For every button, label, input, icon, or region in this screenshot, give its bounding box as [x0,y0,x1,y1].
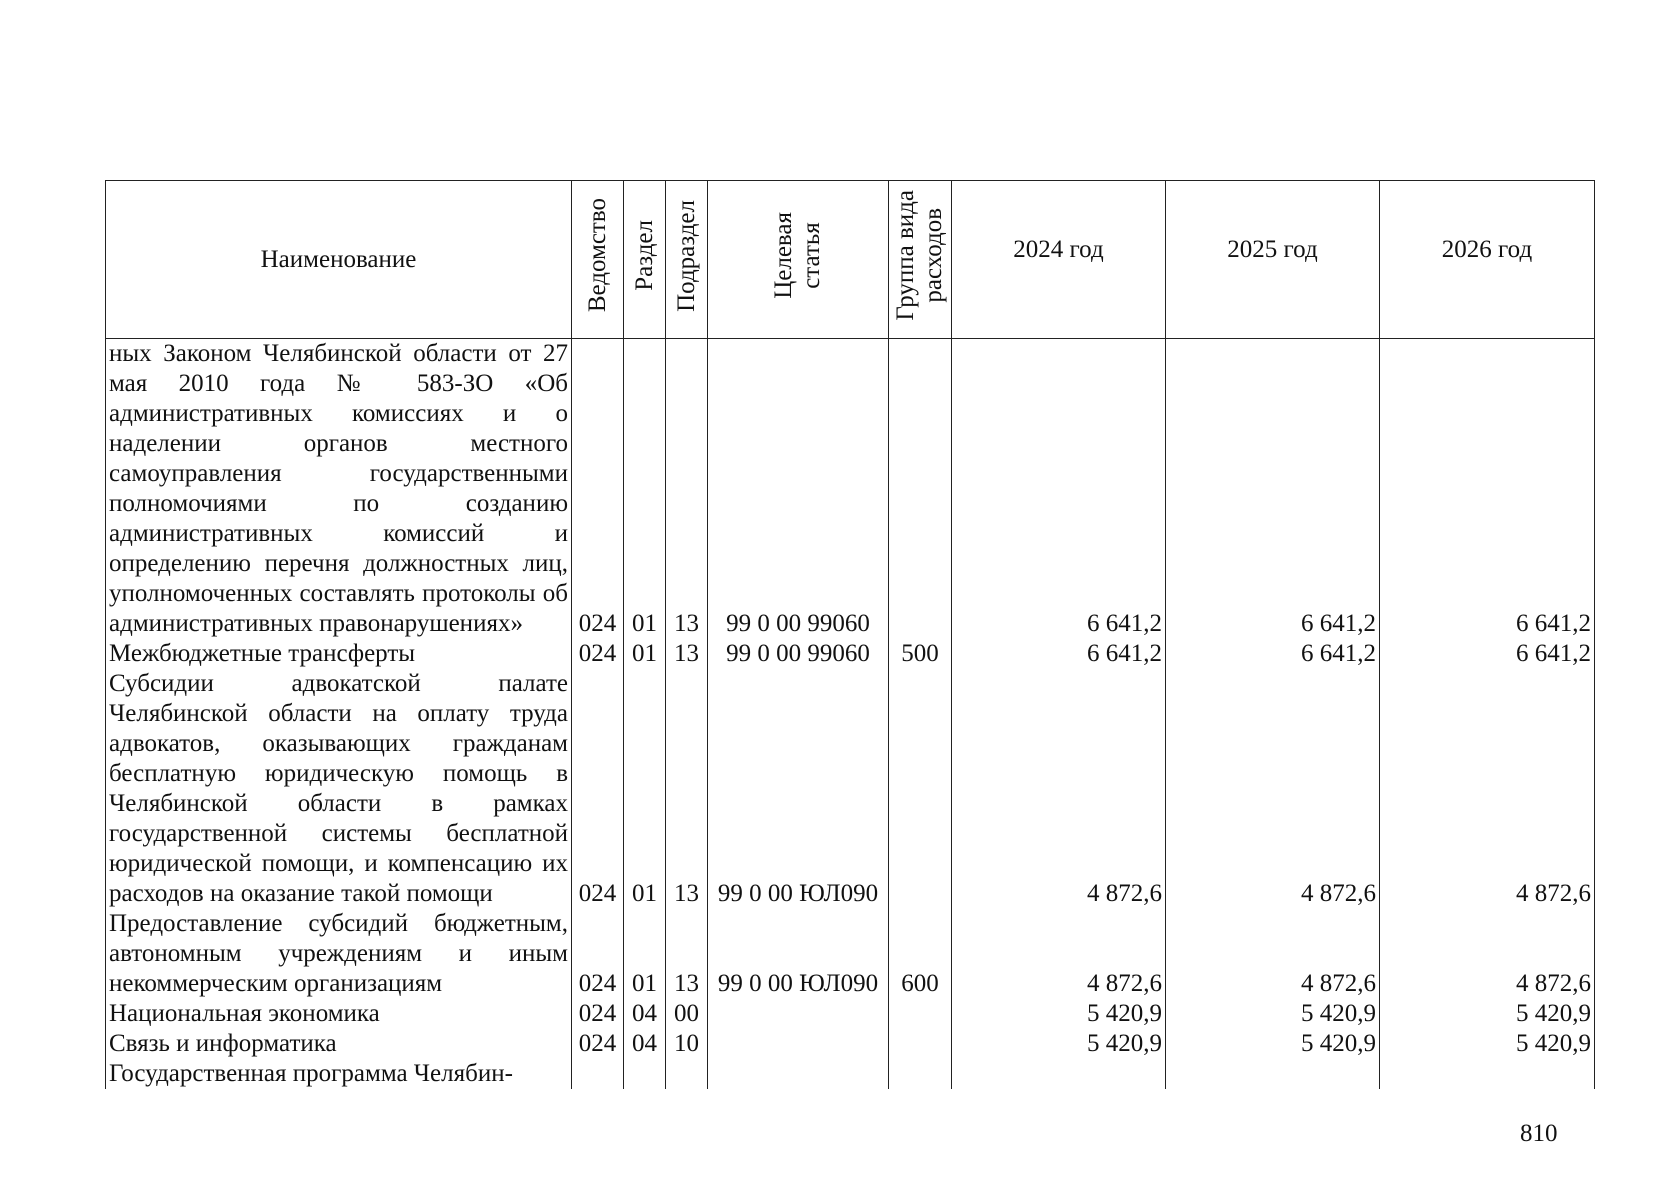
row-amount-2025: 6 641,2 [1166,639,1380,669]
row-amount-2025: 5 420,9 [1166,999,1380,1029]
row-razdel: 01 [624,909,666,999]
table-row [106,999,1595,1029]
row-amount-2025: 4 872,6 [1166,669,1380,909]
row-razdel: 01 [624,339,666,640]
row-podrazdel [666,1059,708,1089]
row-vedomstvo: 024 [572,1029,624,1059]
row-amount-2024 [952,1059,1166,1089]
row-target-article: 99 0 00 ЮЛ090 [708,669,889,909]
row-name: Связь и информатика [106,1029,572,1059]
row-amount-2026: 5 420,9 [1380,999,1595,1029]
row-vedomstvo: 024 [572,999,624,1029]
row-expense-group [889,339,952,640]
table-row [106,669,1595,909]
row-amount-2026 [1380,1059,1595,1089]
row-razdel: 01 [624,639,666,669]
row-amount-2025: 4 872,6 [1166,909,1380,999]
row-amount-2026: 4 872,6 [1380,669,1595,909]
row-name: Государственная программа Челябин- [106,1059,572,1089]
header-name: Наименование [106,181,572,339]
header-vedomstvo: Ведомство [572,181,624,339]
row-name: Предоставление субсидий бюджетным, автономным учреждениям и иным некоммерческим организациям [106,909,572,999]
budget-table [105,180,1595,1089]
row-podrazdel: 10 [666,1029,708,1059]
row-amount-2026: 6 641,2 [1380,339,1595,640]
row-amount-2024: 5 420,9 [952,999,1166,1029]
row-amount-2024: 6 641,2 [952,339,1166,640]
row-amount-2025: 5 420,9 [1166,1029,1380,1059]
row-target-article [708,999,889,1029]
row-target-article [708,1059,889,1089]
header-year-2026: 2026 год [1380,181,1595,339]
row-target-article: 99 0 00 99060 [708,339,889,640]
row-expense-group [889,1059,952,1089]
table-row [106,909,1595,999]
row-expense-group [889,999,952,1029]
row-expense-group [889,669,952,909]
table-header-row [106,181,1595,339]
row-expense-group: 500 [889,639,952,669]
row-amount-2025: 6 641,2 [1166,339,1380,640]
row-expense-group [889,1029,952,1059]
header-expense-group: Группа вида расходов [889,181,952,339]
row-amount-2024: 4 872,6 [952,909,1166,999]
row-expense-group: 600 [889,909,952,999]
row-vedomstvo: 024 [572,639,624,669]
row-vedomstvo: 024 [572,909,624,999]
header-year-2025: 2025 год [1166,181,1380,339]
row-amount-2025 [1166,1059,1380,1089]
row-podrazdel: 13 [666,339,708,640]
row-razdel: 01 [624,669,666,909]
row-amount-2024: 4 872,6 [952,669,1166,909]
row-razdel: 04 [624,1029,666,1059]
row-podrazdel: 13 [666,909,708,999]
row-target-article: 99 0 00 99060 [708,639,889,669]
row-name: Национальная экономика [106,999,572,1029]
row-name: Межбюджетные трансферты [106,639,572,669]
row-vedomstvo [572,1059,624,1089]
table-row [106,639,1595,669]
row-target-article: 99 0 00 ЮЛ090 [708,909,889,999]
row-amount-2024: 5 420,9 [952,1029,1166,1059]
row-amount-2026: 5 420,9 [1380,1029,1595,1059]
row-podrazdel: 00 [666,999,708,1029]
row-podrazdel: 13 [666,639,708,669]
row-vedomstvo: 024 [572,339,624,640]
row-amount-2026: 4 872,6 [1380,909,1595,999]
page-number: 810 [1520,1120,1558,1147]
row-name: Субсидии адвокатской палате Челябинской области на оплату труда адвокатов, оказывающих гражданам бесплатную юридическую помощь в Челябинской области в рамках государственной системы бесплатной юридической помощи, и компенсацию их расходов на оказание такой помощи [106,669,572,909]
header-razdel: Раздел [624,181,666,339]
row-target-article [708,1029,889,1059]
row-amount-2026: 6 641,2 [1380,639,1595,669]
row-name: ных Законом Челябинской области от 27 мая 2010 года № 583-ЗО «Об административных комиссиях и о наделении органов местного самоуправления государственными полномочиями по созданию административных комиссий и определению перечня должностных лиц, уполномоченных составлять протоколы об административных правонарушениях» [106,339,572,640]
row-razdel: 04 [624,999,666,1029]
row-podrazdel: 13 [666,669,708,909]
row-razdel [624,1059,666,1089]
header-target-article: Целевая статья [708,181,889,339]
table-row [106,339,1595,640]
row-vedomstvo: 024 [572,669,624,909]
table-row [106,1059,1595,1089]
header-podrazdel: Подраздел [666,181,708,339]
row-amount-2024: 6 641,2 [952,639,1166,669]
header-year-2024: 2024 год [952,181,1166,339]
table-row [106,1029,1595,1059]
